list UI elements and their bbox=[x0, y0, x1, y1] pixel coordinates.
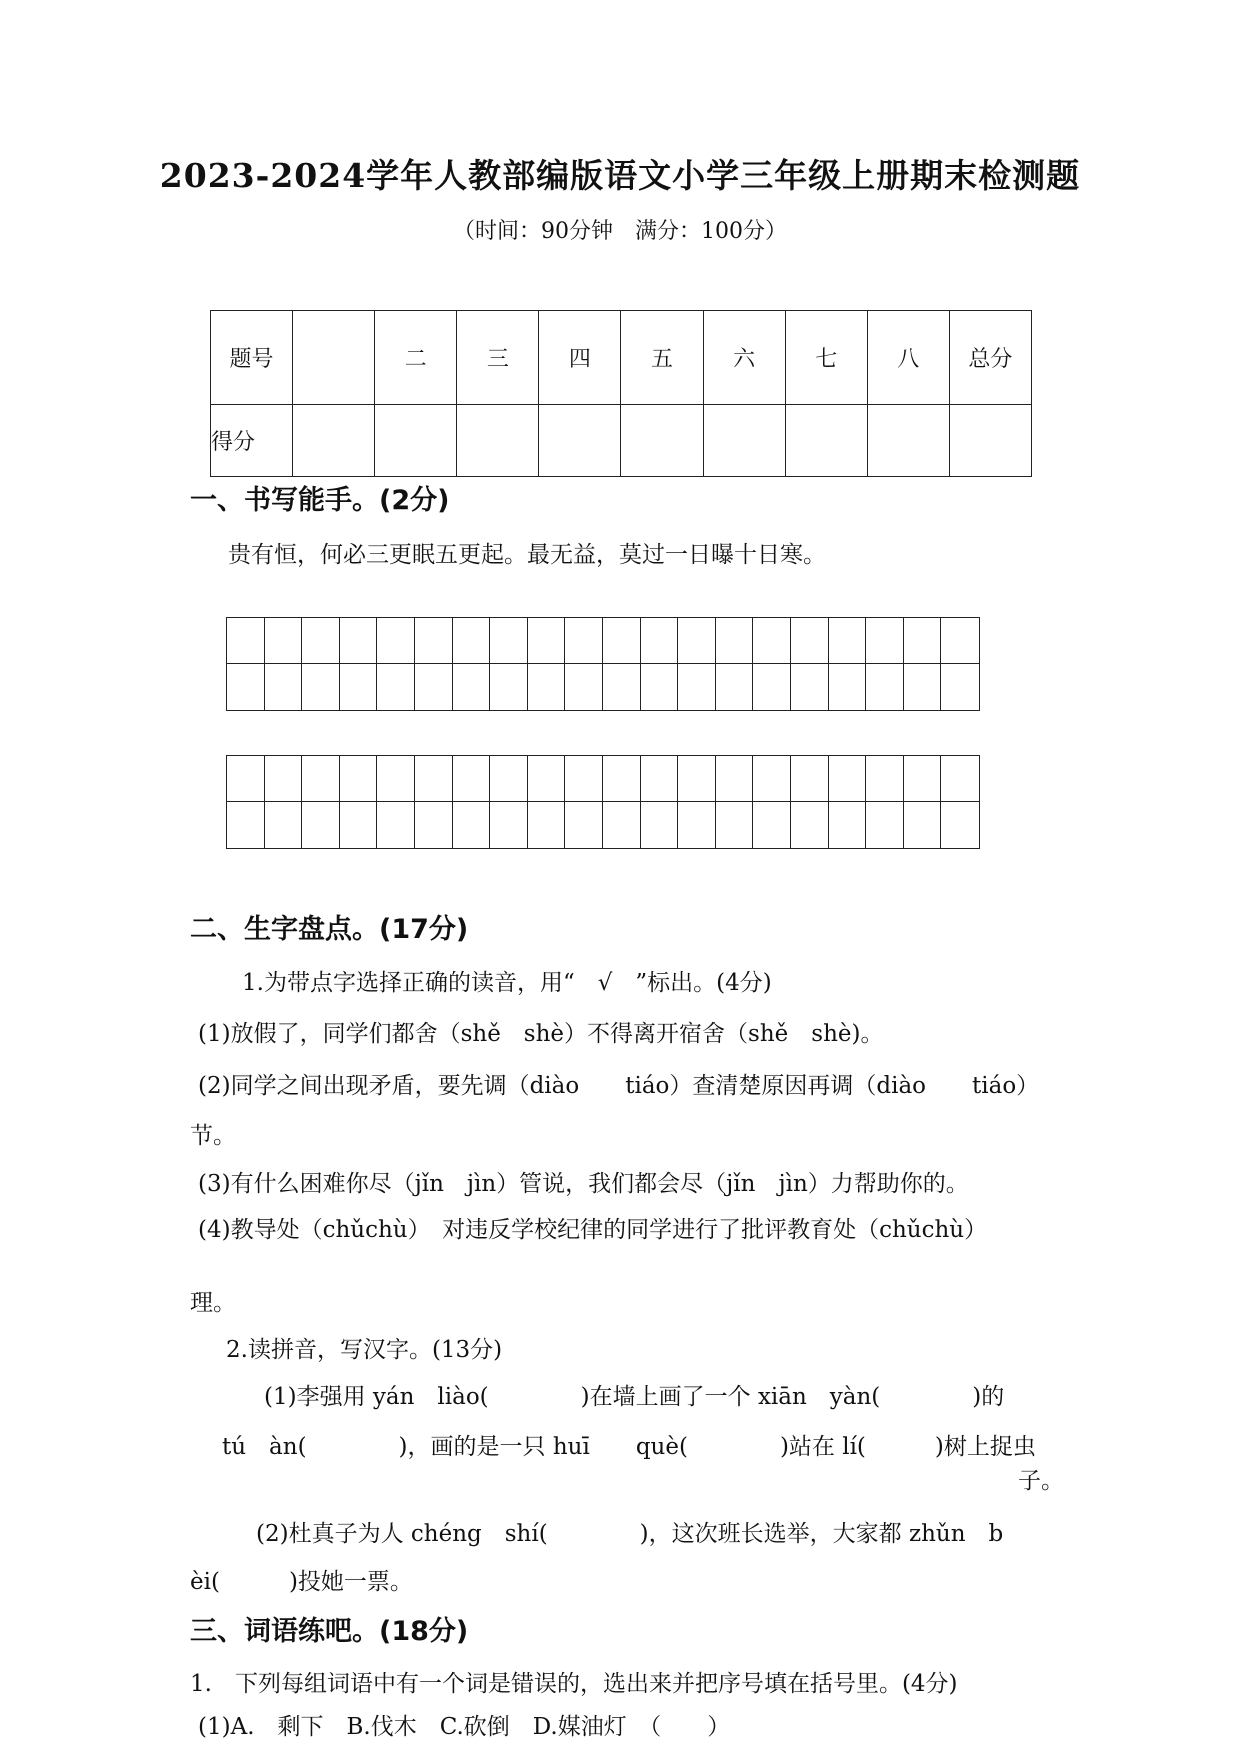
writing-grid-cell[interactable] bbox=[791, 756, 829, 802]
writing-grid-cell[interactable] bbox=[565, 802, 603, 848]
writing-grid-cell[interactable] bbox=[302, 802, 340, 848]
writing-grid-cell[interactable] bbox=[753, 664, 791, 710]
score-table-header-cell: 四 bbox=[539, 311, 621, 405]
writing-grid-cell[interactable] bbox=[265, 618, 303, 664]
writing-grid-cell[interactable] bbox=[678, 756, 716, 802]
writing-grid[interactable] bbox=[226, 755, 980, 849]
writing-grid-cell[interactable] bbox=[603, 618, 641, 664]
writing-grid-cell[interactable] bbox=[340, 802, 378, 848]
writing-grid-cell[interactable] bbox=[678, 618, 716, 664]
writing-grid-cell[interactable] bbox=[941, 756, 979, 802]
writing-grid-cell[interactable] bbox=[340, 618, 378, 664]
writing-grid-cell[interactable] bbox=[829, 802, 867, 848]
question-item-continued: 子。 bbox=[1018, 1468, 1064, 1494]
question-item-continued: èi( )投她一票。 bbox=[190, 1569, 413, 1595]
writing-grid-cell[interactable] bbox=[866, 618, 904, 664]
writing-grid-cell[interactable] bbox=[716, 756, 754, 802]
writing-grid-cell[interactable] bbox=[227, 664, 265, 710]
writing-grid-cell[interactable] bbox=[941, 802, 979, 848]
score-cell[interactable] bbox=[703, 405, 785, 477]
writing-grid-cell[interactable] bbox=[603, 802, 641, 848]
writing-grid-cell[interactable] bbox=[227, 756, 265, 802]
writing-grid-cell[interactable] bbox=[829, 664, 867, 710]
question-item: (2)杜真子为人 chéng shí( )，这次班长选举，大家都 zhǔn b bbox=[256, 1521, 1004, 1547]
score-table-header-cell: 六 bbox=[703, 311, 785, 405]
score-table-header-cell: 总分 bbox=[949, 311, 1031, 405]
writing-grid-cell[interactable] bbox=[453, 756, 491, 802]
writing-grid-cell[interactable] bbox=[866, 802, 904, 848]
score-cell[interactable] bbox=[457, 405, 539, 477]
exam-info: （时间：90分钟 满分：100分） bbox=[453, 219, 787, 244]
writing-grid-cell[interactable] bbox=[565, 756, 603, 802]
writing-grid-cell[interactable] bbox=[904, 664, 942, 710]
question-instruction: 2.读拼音，写汉字。(13分) bbox=[226, 1337, 503, 1363]
writing-grid-cell[interactable] bbox=[415, 756, 453, 802]
score-table-header-row bbox=[211, 311, 1032, 405]
writing-grid-cell[interactable] bbox=[265, 664, 303, 710]
writing-grid-cell[interactable] bbox=[904, 802, 942, 848]
writing-grid-cell[interactable] bbox=[490, 618, 528, 664]
writing-grid-cell[interactable] bbox=[377, 618, 415, 664]
page-title: 2023-2024学年人教部编版语文小学三年级上册期末检测题 bbox=[159, 156, 1081, 195]
copy-text: 贵有恒，何必三更眠五更起。最无益，莫过一日曝十日寒。 bbox=[228, 542, 826, 568]
writing-grid-cell[interactable] bbox=[866, 756, 904, 802]
score-cell[interactable] bbox=[867, 405, 949, 477]
score-table-header-cell: 五 bbox=[621, 311, 703, 405]
writing-grid-cell[interactable] bbox=[603, 756, 641, 802]
score-table-score-row bbox=[211, 405, 1032, 477]
writing-grid-cell[interactable] bbox=[791, 802, 829, 848]
writing-grid-cell[interactable] bbox=[340, 756, 378, 802]
writing-grid-cell[interactable] bbox=[641, 618, 679, 664]
section-heading-characters: 二、生字盘点。(17分) bbox=[190, 914, 469, 945]
score-cell[interactable] bbox=[539, 405, 621, 477]
writing-grid-cell[interactable] bbox=[302, 664, 340, 710]
writing-grid-cell[interactable] bbox=[302, 756, 340, 802]
question-item-continued: 节。 bbox=[190, 1123, 236, 1149]
score-table-header-cell: 八 bbox=[867, 311, 949, 405]
score-table-header-cell: 二 bbox=[375, 311, 457, 405]
writing-grid-cell[interactable] bbox=[528, 664, 566, 710]
writing-grid-cell[interactable] bbox=[716, 618, 754, 664]
writing-grid-cell[interactable] bbox=[227, 802, 265, 848]
writing-grid-cell[interactable] bbox=[866, 664, 904, 710]
writing-grid-cell[interactable] bbox=[377, 756, 415, 802]
writing-grid-cell[interactable] bbox=[753, 618, 791, 664]
writing-grid-cell[interactable] bbox=[678, 664, 716, 710]
writing-grid-cell[interactable] bbox=[415, 664, 453, 710]
writing-grid-cell[interactable] bbox=[340, 664, 378, 710]
question-item: (1)放假了，同学们都舍（shě shè）不得离开宿舍（shě shè)。 bbox=[198, 1021, 884, 1047]
writing-grid-cell[interactable] bbox=[716, 664, 754, 710]
question-item: (1)李强用 yán liào( )在墙上画了一个 xiān yàn( )的 bbox=[264, 1384, 1005, 1410]
question-item-continued: tú àn( )，画的是一只 huī què( )站在 lí( )树上捉虫 bbox=[222, 1434, 1036, 1460]
writing-grid-cell[interactable] bbox=[453, 664, 491, 710]
writing-grid-cell[interactable] bbox=[453, 618, 491, 664]
score-row-label: 得分 bbox=[211, 405, 293, 477]
question-item: (1)A. 剩下 B.伐木 C.砍倒 D.媒油灯 （ ） bbox=[198, 1714, 731, 1740]
writing-grid-cell[interactable] bbox=[641, 756, 679, 802]
writing-grid-cell[interactable] bbox=[829, 756, 867, 802]
writing-grid-cell[interactable] bbox=[302, 618, 340, 664]
writing-grid-cell[interactable] bbox=[377, 664, 415, 710]
writing-grid-cell[interactable] bbox=[453, 802, 491, 848]
question-instruction: 1. 下列每组词语中有一个词是错误的，选出来并把序号填在括号里。(4分) bbox=[190, 1671, 958, 1697]
writing-grid-cell[interactable] bbox=[941, 618, 979, 664]
writing-grid-cell[interactable] bbox=[265, 802, 303, 848]
question-item-continued: 理。 bbox=[190, 1290, 236, 1316]
writing-grid-cell[interactable] bbox=[490, 664, 528, 710]
writing-grid-cell[interactable] bbox=[565, 664, 603, 710]
writing-grid-cell[interactable] bbox=[641, 802, 679, 848]
writing-grid-cell[interactable] bbox=[377, 802, 415, 848]
score-table-header-cell: 三 bbox=[457, 311, 539, 405]
question-item: (2)同学之间出现矛盾，要先调（diào tiáo）查清楚原因再调（diào tiáo） bbox=[198, 1073, 1040, 1099]
writing-grid-cell[interactable] bbox=[415, 802, 453, 848]
writing-grid-cell[interactable] bbox=[753, 802, 791, 848]
writing-grid-cell[interactable] bbox=[791, 664, 829, 710]
score-cell[interactable] bbox=[375, 405, 457, 477]
writing-grid-cell[interactable] bbox=[490, 756, 528, 802]
score-table-header-cell: 七 bbox=[785, 311, 867, 405]
writing-grid-cell[interactable] bbox=[941, 664, 979, 710]
writing-grid-cell[interactable] bbox=[490, 802, 528, 848]
writing-grid-cell[interactable] bbox=[528, 802, 566, 848]
writing-grid-cell[interactable] bbox=[528, 618, 566, 664]
writing-grid-cell[interactable] bbox=[716, 802, 754, 848]
writing-grid-cell[interactable] bbox=[678, 802, 716, 848]
score-cell[interactable] bbox=[293, 405, 375, 477]
writing-grid[interactable] bbox=[226, 617, 980, 711]
question-item: (4)教导处（chǔchù） 对违反学校纪律的同学进行了批评教育处（chǔchù） bbox=[198, 1217, 988, 1243]
question-item: (3)有什么困难你尽（jǐn jìn）管说，我们都会尽（jǐn jìn）力帮助你的。 bbox=[198, 1171, 969, 1197]
writing-grid-cell[interactable] bbox=[641, 664, 679, 710]
score-cell[interactable] bbox=[785, 405, 867, 477]
section-heading-writing: 一、书写能手。(2分) bbox=[190, 485, 450, 516]
writing-grid-cell[interactable] bbox=[904, 618, 942, 664]
writing-grid-cell[interactable] bbox=[528, 756, 566, 802]
score-cell[interactable] bbox=[621, 405, 703, 477]
writing-grid-cell[interactable] bbox=[565, 618, 603, 664]
writing-grid-cell[interactable] bbox=[904, 756, 942, 802]
writing-grid-cell[interactable] bbox=[829, 618, 867, 664]
question-instruction: 1.为带点字选择正确的读音，用“ √ ”标出。(4分) bbox=[242, 970, 772, 996]
score-table-header-cell bbox=[293, 311, 375, 405]
score-table bbox=[210, 310, 1032, 477]
writing-grid-cell[interactable] bbox=[753, 756, 791, 802]
writing-grid-cell[interactable] bbox=[415, 618, 453, 664]
writing-grid-cell[interactable] bbox=[227, 618, 265, 664]
writing-grid-cell[interactable] bbox=[603, 664, 641, 710]
score-cell[interactable] bbox=[949, 405, 1031, 477]
writing-grid-cell[interactable] bbox=[791, 618, 829, 664]
writing-grid-cell[interactable] bbox=[265, 756, 303, 802]
section-heading-vocabulary: 三、词语练吧。(18分) bbox=[190, 1616, 469, 1647]
score-table-header-cell: 题号 bbox=[211, 311, 293, 405]
